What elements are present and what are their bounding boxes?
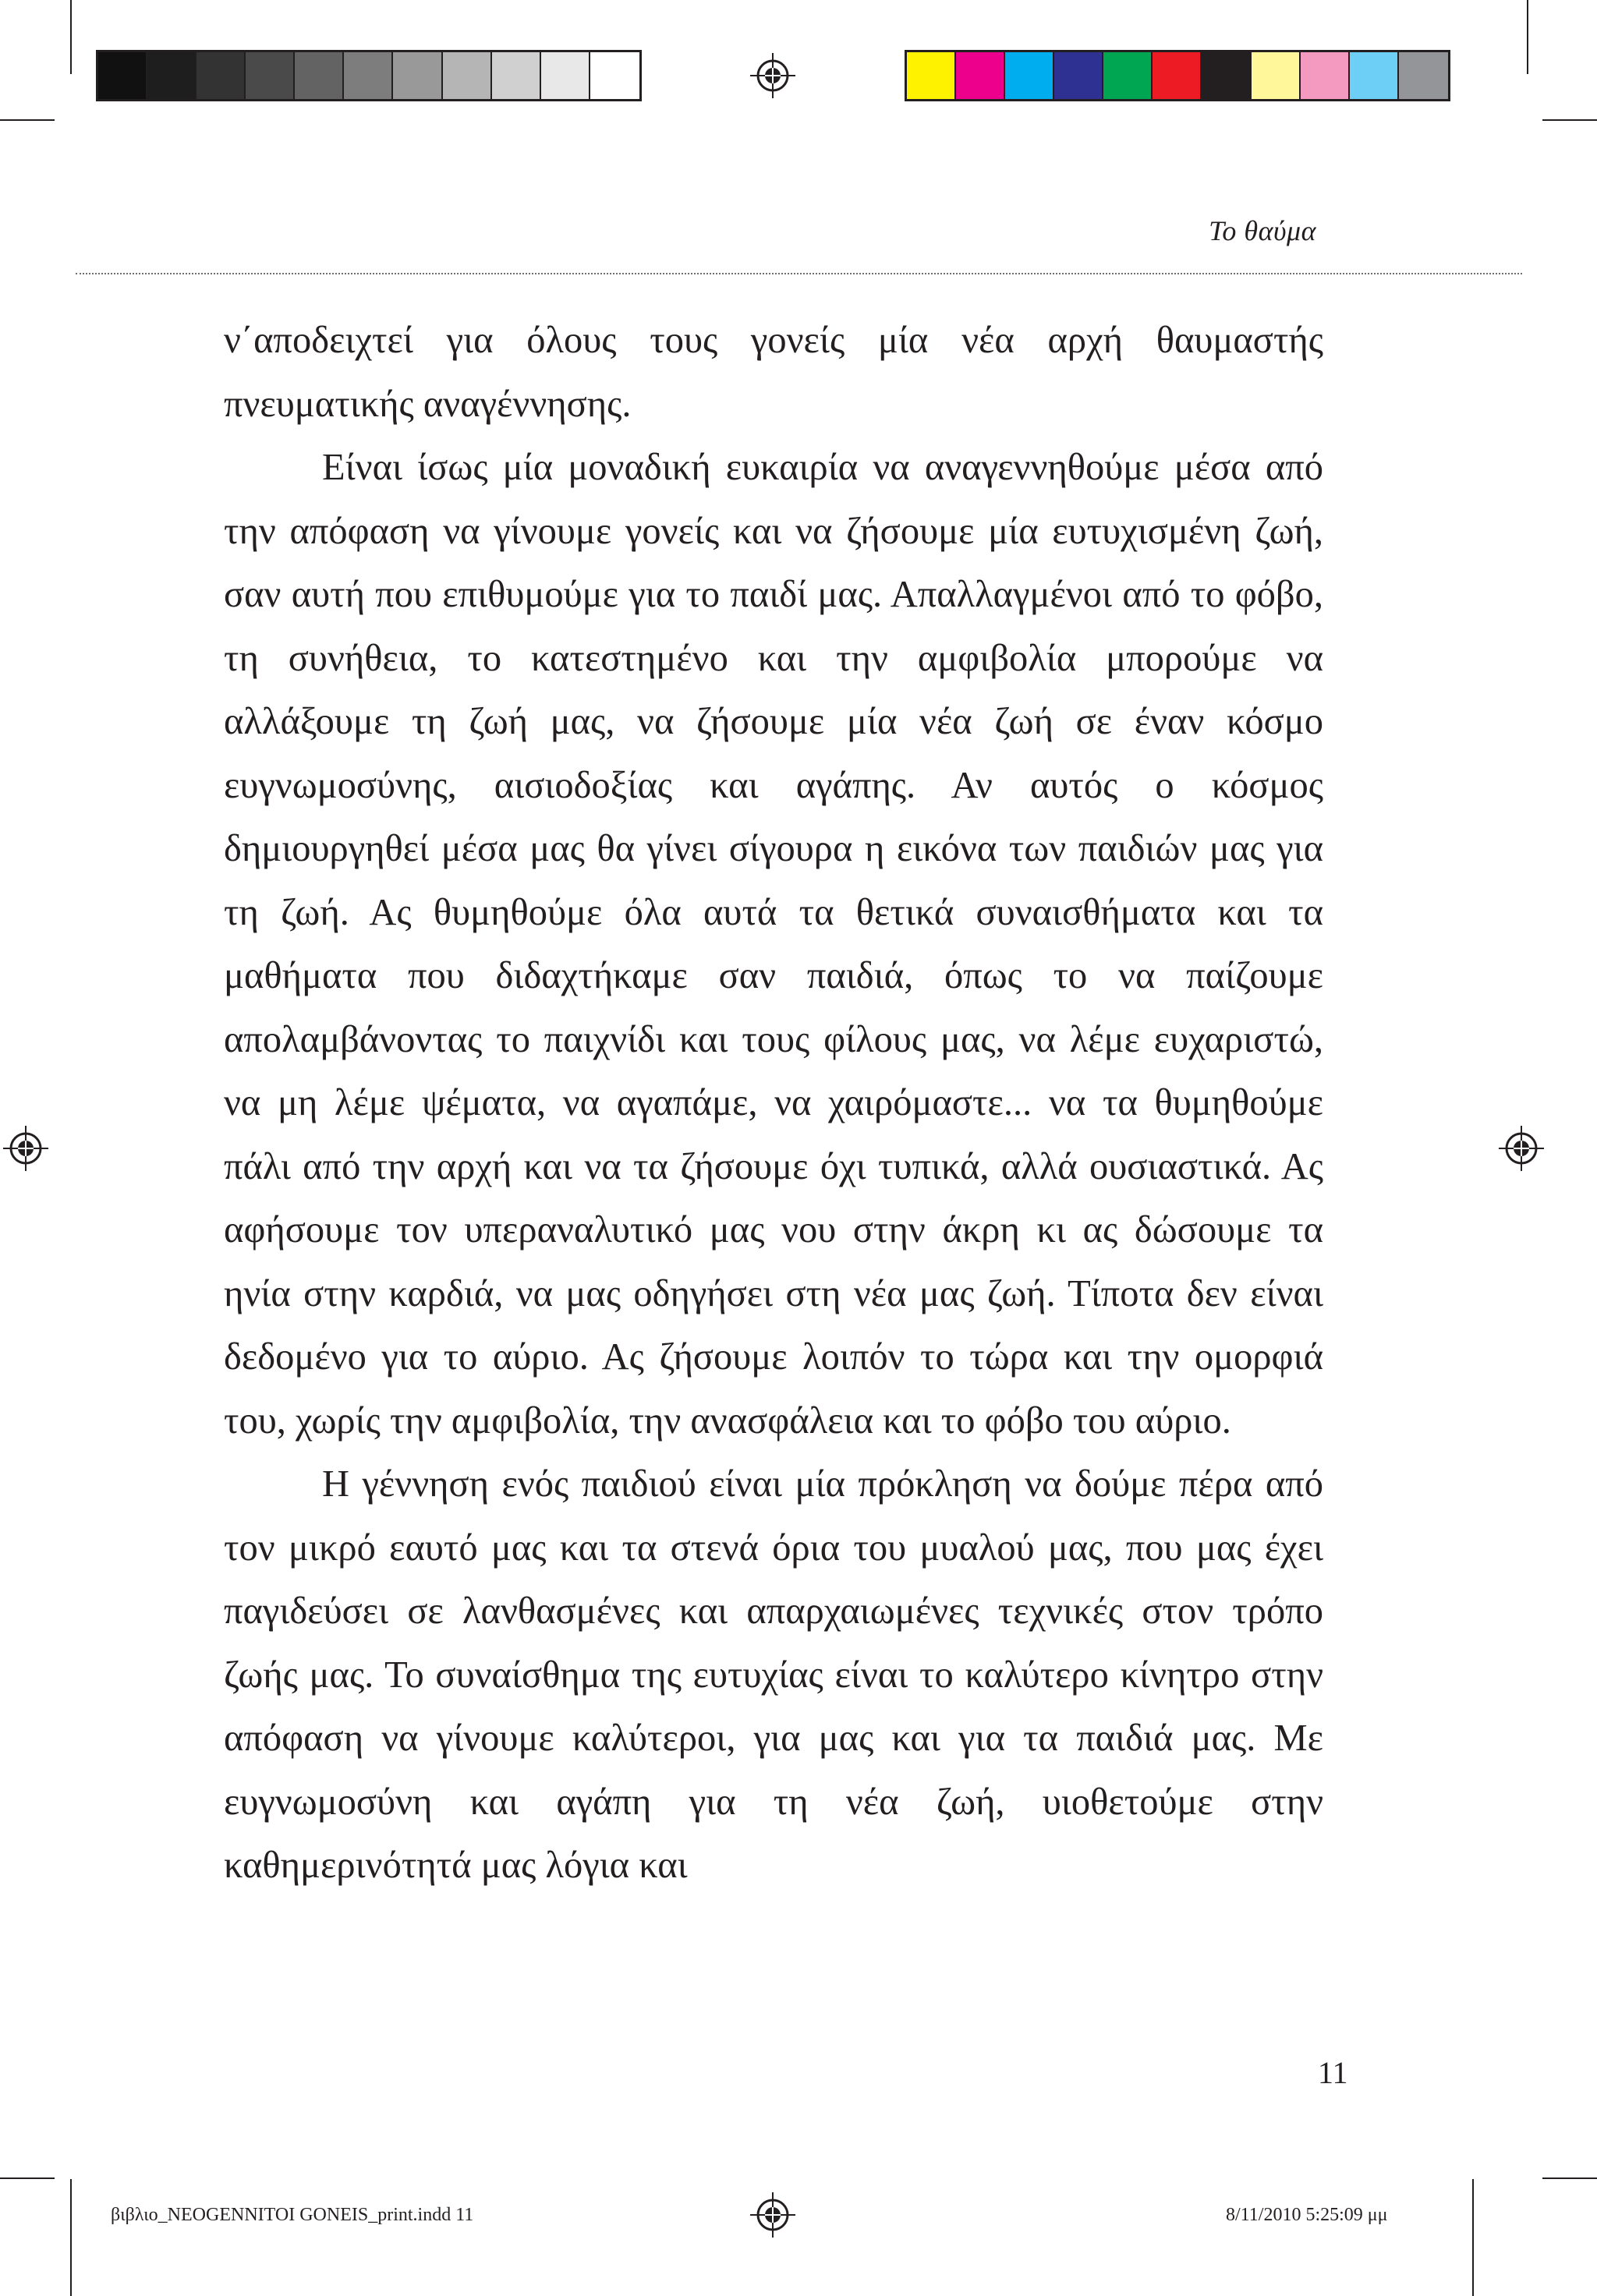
crop-mark [70,0,72,74]
color-swatch [246,52,295,99]
slug-file-name: βιβλιο_NEOGENNITOI GONEIS_print.indd 11 [111,2205,474,2225]
page-number: 11 [1318,2055,1348,2090]
body-text [224,309,1323,1898]
color-swatch [443,52,492,99]
color-swatch [956,52,1005,99]
crop-mark [1542,2177,1597,2179]
header-rule [76,273,1522,274]
color-swatch [1301,52,1350,99]
color-swatch [197,52,246,99]
color-swatch [147,52,197,99]
slug-timestamp: 8/11/2010 5:25:09 μμ [1226,2205,1388,2225]
color-swatch [1350,52,1399,99]
color-swatch [1399,52,1448,99]
registration-mark-icon [750,53,795,98]
color-swatch [907,52,956,99]
crop-mark [0,119,55,121]
color-swatch [295,52,344,99]
color-swatch [1252,52,1301,99]
color-swatch [1153,52,1202,99]
crop-mark [1472,2179,1474,2296]
paragraph: Η γέννηση ενός παιδιού είναι μία πρόκληση να δούμε πέρα από τον μικρό εαυτό μας και τα στενά όρια του μυαλού μας, που μας έχει παγιδεύσει σε λανθασμένες και απαρχαιωμένες τεχνικές στον τρόπο ζωής μας. Το συναίσθημα της ευτυχίας είναι το καλύτερο κίνητρο στην απόφαση να γίνουμε καλύτεροι, για μας και για τα παιδιά μας. Με ευγνωμοσύνη και αγάπη για τη νέα ζωή, υιοθετούμε στην καθημερινότητά μας λόγια και [224,1463,1323,1886]
color-swatch [98,52,147,99]
color-swatch [492,52,541,99]
paragraph: ν΄αποδειχτεί για όλους τους γονείς μία νέα αρχή θαυμαστής πνευματικής αναγέννησης. [224,320,1323,425]
registration-mark-icon [3,1126,48,1171]
color-swatch [1054,52,1103,99]
running-head: Το θαύμα [1209,215,1316,246]
crop-mark [0,2177,55,2179]
color-swatch [541,52,590,99]
color-swatch [1202,52,1251,99]
crop-mark [1527,0,1528,74]
registration-mark-icon [750,2192,795,2238]
color-control-strip [905,50,1450,101]
gray-control-strip [96,50,642,101]
registration-mark-icon [1499,1126,1544,1171]
crop-mark [1542,119,1597,121]
color-swatch [344,52,393,99]
color-swatch [1103,52,1153,99]
color-swatch [393,52,442,99]
paragraph: Είναι ίσως μία μοναδική ευκαιρία να αναγεννηθούμε μέσα από την απόφαση να γίνουμε γονείς και να ζήσουμε μία ευτυχισμένη ζωή, σαν αυτή που επιθυμούμε για το παιδί μας. Απαλλαγμένοι από το φόβο, τη συνήθεια, το κατεστημένο και την αμφιβολία μπορούμε να αλλάξουμε τη ζωή μας, να ζήσουμε μία νέα ζωή σε έναν κόσμο ευγνωμοσύνης, αισιοδοξίας και αγάπης. Αν αυτός ο κόσμος δημιουργηθεί μέσα μας θα γίνει σίγουρα η εικόνα των παιδιών μας για τη ζωή. Ας θυμηθούμε όλα αυτά τα θετικά συναισθήματα και τα μαθήματα που διδαχτήκαμε σαν παιδιά, όπως το να παίζουμε απολαμβάνοντας το παιχνίδι και τους φίλους μας, να λέμε ευχαριστώ, να μη λέμε ψέματα, να αγαπάμε, να χαιρόμαστε... να τα θυμηθούμε πάλι από την αρχή και να τα ζήσουμε όχι τυπικά, αλλά ουσιαστικά. Ας αφήσουμε τον υπεραναλυτικό μας νου στην άκρη κι ας δώσουμε τα ηνία στην καρδιά, να μας οδηγήσει στη νέα μας ζωή. Τίποτα δεν είναι δεδομένο για το αύριο. Ας ζήσουμε λοιπόν το τώρα και την ομορφιά του, χωρίς την αμφιβολία, την ανασφάλεια και το φόβο του αύριο. [224,447,1323,1442]
color-swatch [1005,52,1054,99]
crop-mark [70,2179,72,2296]
color-swatch [590,52,639,99]
